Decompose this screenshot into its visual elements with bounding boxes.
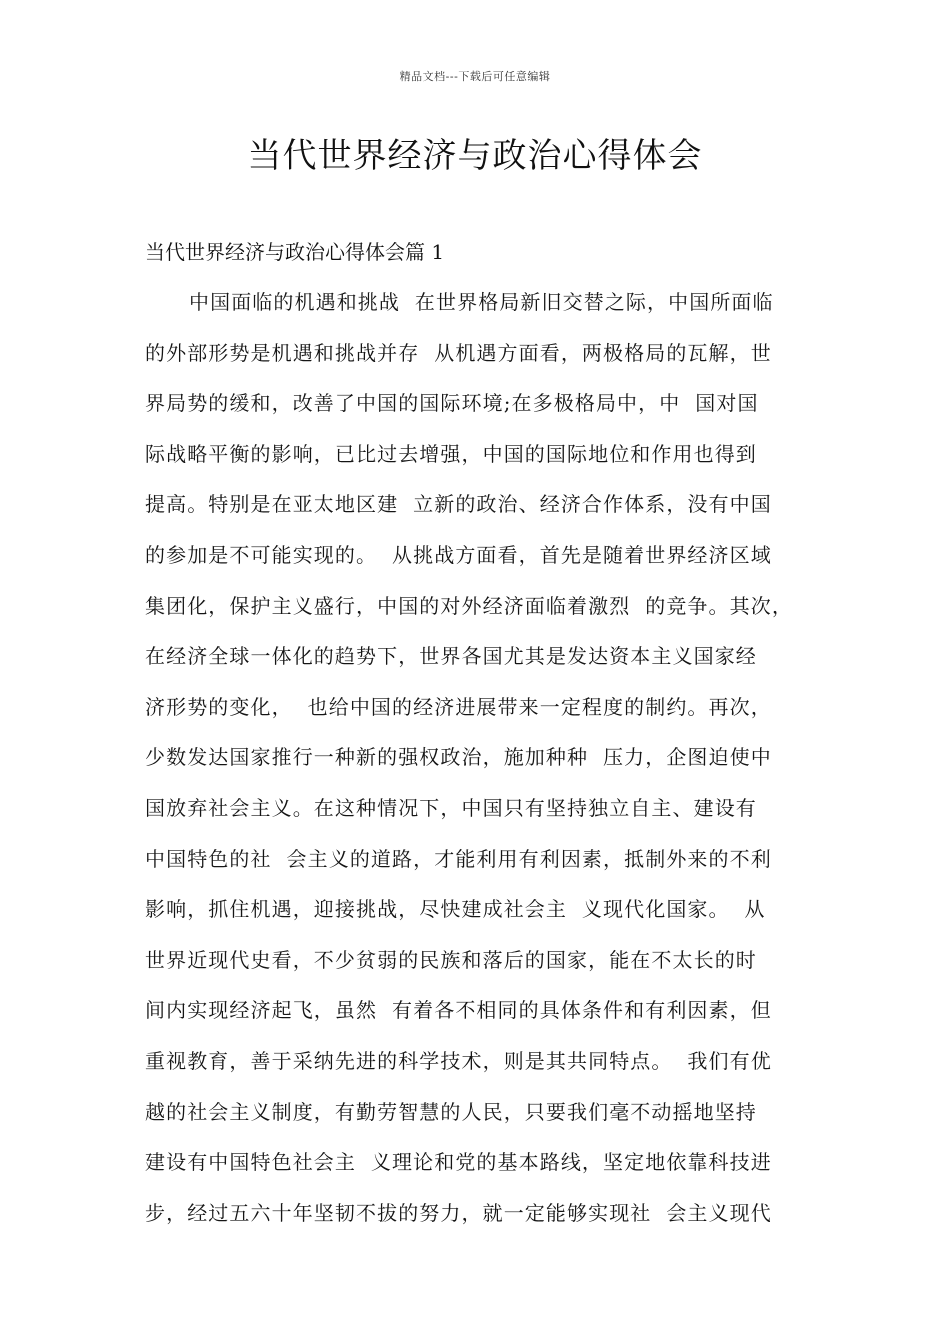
paragraph-line: 中国面临的机遇和挑战 在世界格局新旧交替之际，中国所面临: [189, 290, 774, 314]
paragraph-line: 间内实现经济起飞，虽然 有着各不相同的具体条件和有利因素，但: [145, 998, 772, 1023]
paragraph-line: 国放弃社会主义。在这种情况下，中国只有坚持独立自主、建设有: [145, 795, 757, 820]
header-note: 精品文档---下载后可任意编辑: [399, 70, 551, 83]
paragraph-line: 际战略平衡的影响，已比过去增强，中国的国际地位和作用也得到: [145, 441, 757, 466]
paragraph-line: 提高。特别是在亚太地区建 立新的政治、经济合作体系，没有中国: [145, 492, 772, 517]
paragraph-line: 中国特色的社 会主义的道路，才能利用有利因素，抵制外来的不利: [145, 846, 772, 871]
paragraph-line: 步，经过五六十年坚韧不拔的努力，就一定能够实现社 会主义现代: [145, 1200, 772, 1225]
paragraph-line: 的外部形势是机遇和挑战并存 从机遇方面看，两极格局的瓦解，世: [145, 340, 772, 365]
paragraph-line: 世界近现代史看，不少贫弱的民族和落后的国家，能在不太长的时: [145, 947, 757, 972]
body-paragraph: [145, 284, 835, 1245]
paragraph-line: 建设有中国特色社会主 义理论和党的基本路线，坚定地依靠科技进: [145, 1150, 772, 1175]
paragraph-line: 集团化，保护主义盛行，中国的对外经济面临着激烈 的竞争。其次，: [145, 593, 793, 618]
paragraph-line: 济形势的变化， 也给中国的经济进展带来一定程度的制约。再次，: [145, 694, 772, 719]
paragraph-line: 界局势的缓和，改善了中国的国际环境;在多极格局中，中 国对国: [145, 391, 759, 416]
paragraph-line: 重视教育，善于采纳先进的科学技术，则是其共同特点。 我们有优: [145, 1048, 772, 1073]
paragraph-line: 在经济全球一体化的趋势下，世界各国尤其是发达资本主义国家经: [145, 644, 757, 669]
paragraph-line: 越的社会主义制度，有勤劳智慧的人民，只要我们毫不动摇地坚持: [145, 1099, 757, 1124]
section-heading: 当代世界经济与政治心得体会篇 1: [145, 240, 445, 264]
paragraph-line: 少数发达国家推行一种新的强权政治，施加种种 压力，企图迫使中: [145, 745, 772, 770]
paragraph-line: 的参加是不可能实现的。 从挑战方面看，首先是随着世界经济区域: [145, 542, 772, 567]
document-title: 当代世界经济与政治心得体会: [247, 136, 703, 176]
paragraph-line: 影响，抓住机遇，迎接挑战，尽快建成社会主 义现代化国家。 从: [145, 897, 766, 922]
